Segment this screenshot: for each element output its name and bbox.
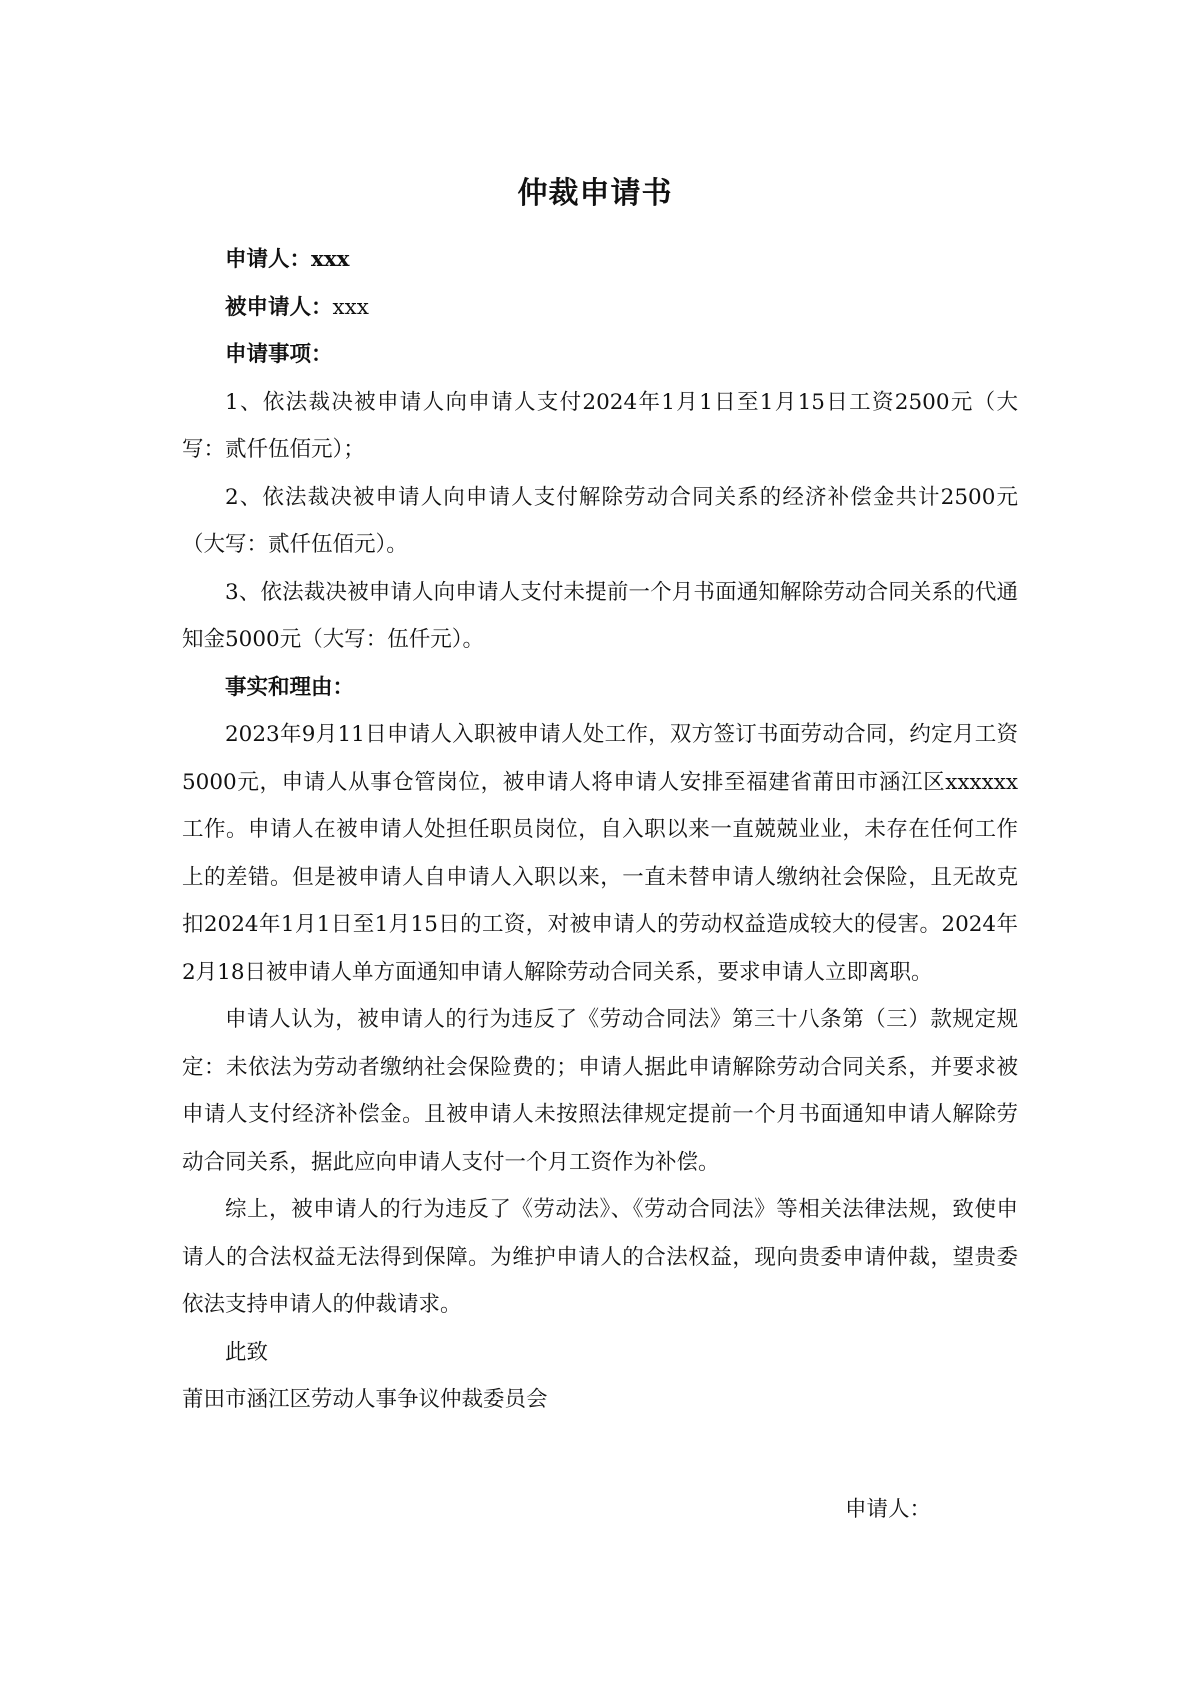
claims-heading: 申请事项： <box>225 342 333 367</box>
respondent-label: 被申请人： <box>225 294 333 320</box>
applicant-line <box>182 236 1018 284</box>
facts-heading: 事实和理由： <box>225 674 355 700</box>
closing-salutation: 此致 <box>225 1339 269 1365</box>
facts-paragraph: 申请人认为，被申请人的行为违反了《劳动合同法》第三十八条第（三）款规定规定：未依法为劳动者缴纳社会保险费的；申请人据此申请解除劳动合同关系，并要求被申请人支付经济补偿金。且被申请人未按照法律规定提前一个月书面通知申请人解除劳动合同关系，据此应向申请人支付一个月工资作为补偿。 <box>182 1007 1018 1175</box>
applicant-label: 申请人： <box>225 247 312 272</box>
document-body <box>182 236 1018 1424</box>
applicant-value: xxx <box>311 247 350 272</box>
claim-item: 2、依法裁决被申请人向申请人支付解除劳动合同关系的经济补偿金共计2500元（大写：贰仟伍佰元）。 <box>182 484 1018 557</box>
signature-label: 申请人： <box>845 1497 932 1522</box>
facts-paragraph: 2023年9月11日申请人入职被申请人处工作，双方签订书面劳动合同，约定月工资5000元，申请人从事仓管岗位，被申请人将申请人安排至福建省莆田市涵江区xxxxxx工作。申请人在被申请人处担任职员岗位，自入职以来一直兢兢业业，未存在任何工作上的差错。但是被申请人自申请人入职以来，一直未替申请人缴纳社会保险，且无故克扣2024年1月1日至1月15日的工资，对被申请人的劳动权益造成较大的侵害。2024年2月18日被申请人单方面通知申请人解除劳动合同关系，要求申请人立即离职。 <box>182 722 1018 985</box>
claim-item: 3、依法裁决被申请人向申请人支付未提前一个月书面通知解除劳动合同关系的代通知金5000元（大写：伍仟元）。 <box>182 579 1018 652</box>
facts-paragraph: 综上，被申请人的行为违反了《劳动法》、《劳动合同法》等相关法律法规，致使申请人的合法权益无法得到保障。为维护申请人的合法权益，现向贵委申请仲裁，望贵委依法支持申请人的仲裁请求。 <box>182 1197 1018 1317</box>
respondent-line <box>182 284 1018 332</box>
respondent-value: xxx <box>332 294 369 320</box>
addressee: 莆田市涵江区劳动人事争议仲裁委员会 <box>182 1387 548 1412</box>
document-title: 仲裁申请书 <box>517 176 673 211</box>
claim-item: 1、依法裁决被申请人向申请人支付2024年1月1日至1月15日工资2500元（大写：贰仟伍佰元）； <box>182 389 1018 462</box>
